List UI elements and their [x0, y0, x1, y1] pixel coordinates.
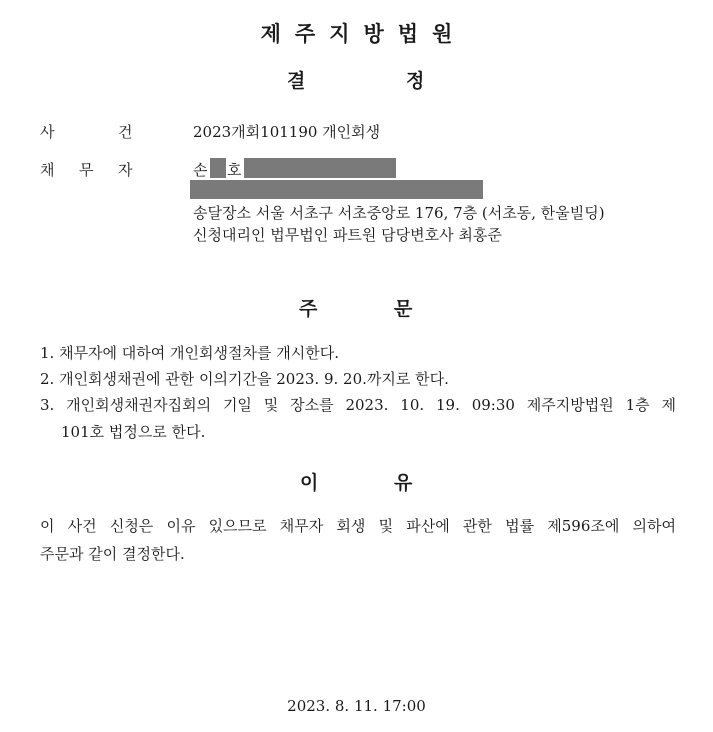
order-item-2: 2. 개인회생채권에 관한 이의기간을 2023. 9. 20.까지로 한다. — [40, 370, 449, 388]
order-item-1: 1. 채무자에 대하여 개인회생절차를 개시한다. — [40, 344, 339, 362]
reason-line-2: 주문과 같이 결정한다. — [40, 545, 185, 563]
debtor-name-last: 호 — [227, 161, 242, 179]
reason-heading-left: 이 — [300, 472, 319, 494]
order-heading-right: 문 — [394, 298, 413, 320]
debtor-label-b: 무 — [79, 161, 94, 179]
redaction-name-middle — [210, 158, 226, 178]
doc-type-right: 정 — [406, 70, 425, 92]
case-number: 2023개회101190 개인회생 — [193, 123, 381, 141]
debtor-label-a: 채 — [40, 161, 55, 179]
court-name: 제주지방법원 — [260, 22, 467, 46]
debtor-label-c: 자 — [118, 161, 133, 179]
case-label-a: 사 — [40, 123, 55, 141]
debtor-name-first: 손 — [193, 161, 208, 179]
order-heading-left: 주 — [299, 298, 318, 320]
reason-line-1: 이 사건 신청은 이유 있으므로 채무자 회생 및 파산에 관한 법률 제596조에 의하여 — [40, 517, 676, 535]
order-item-3: 3. 개인회생채권자집회의 기일 및 장소를 2023. 10. 19. 09:30 제주지방법원 1층 제 — [40, 396, 676, 414]
reason-heading-right: 유 — [394, 472, 413, 494]
filing-agent: 신청대리인 법무법인 파트원 담당변호사 최홍준 — [193, 226, 502, 244]
redaction-debtor-address — [190, 180, 483, 199]
case-label-b: 건 — [118, 123, 133, 141]
order-item-3-cont: 101호 법정으로 한다. — [61, 423, 206, 441]
decision-date: 2023. 8. 11. 17:00 — [287, 697, 426, 715]
doc-type-left: 결 — [287, 70, 306, 92]
service-address: 송달장소 서울 서초구 서초중앙로 176, 7층 (서초동, 한울빌딩) — [193, 204, 605, 222]
redaction-debtor-info — [244, 158, 396, 178]
